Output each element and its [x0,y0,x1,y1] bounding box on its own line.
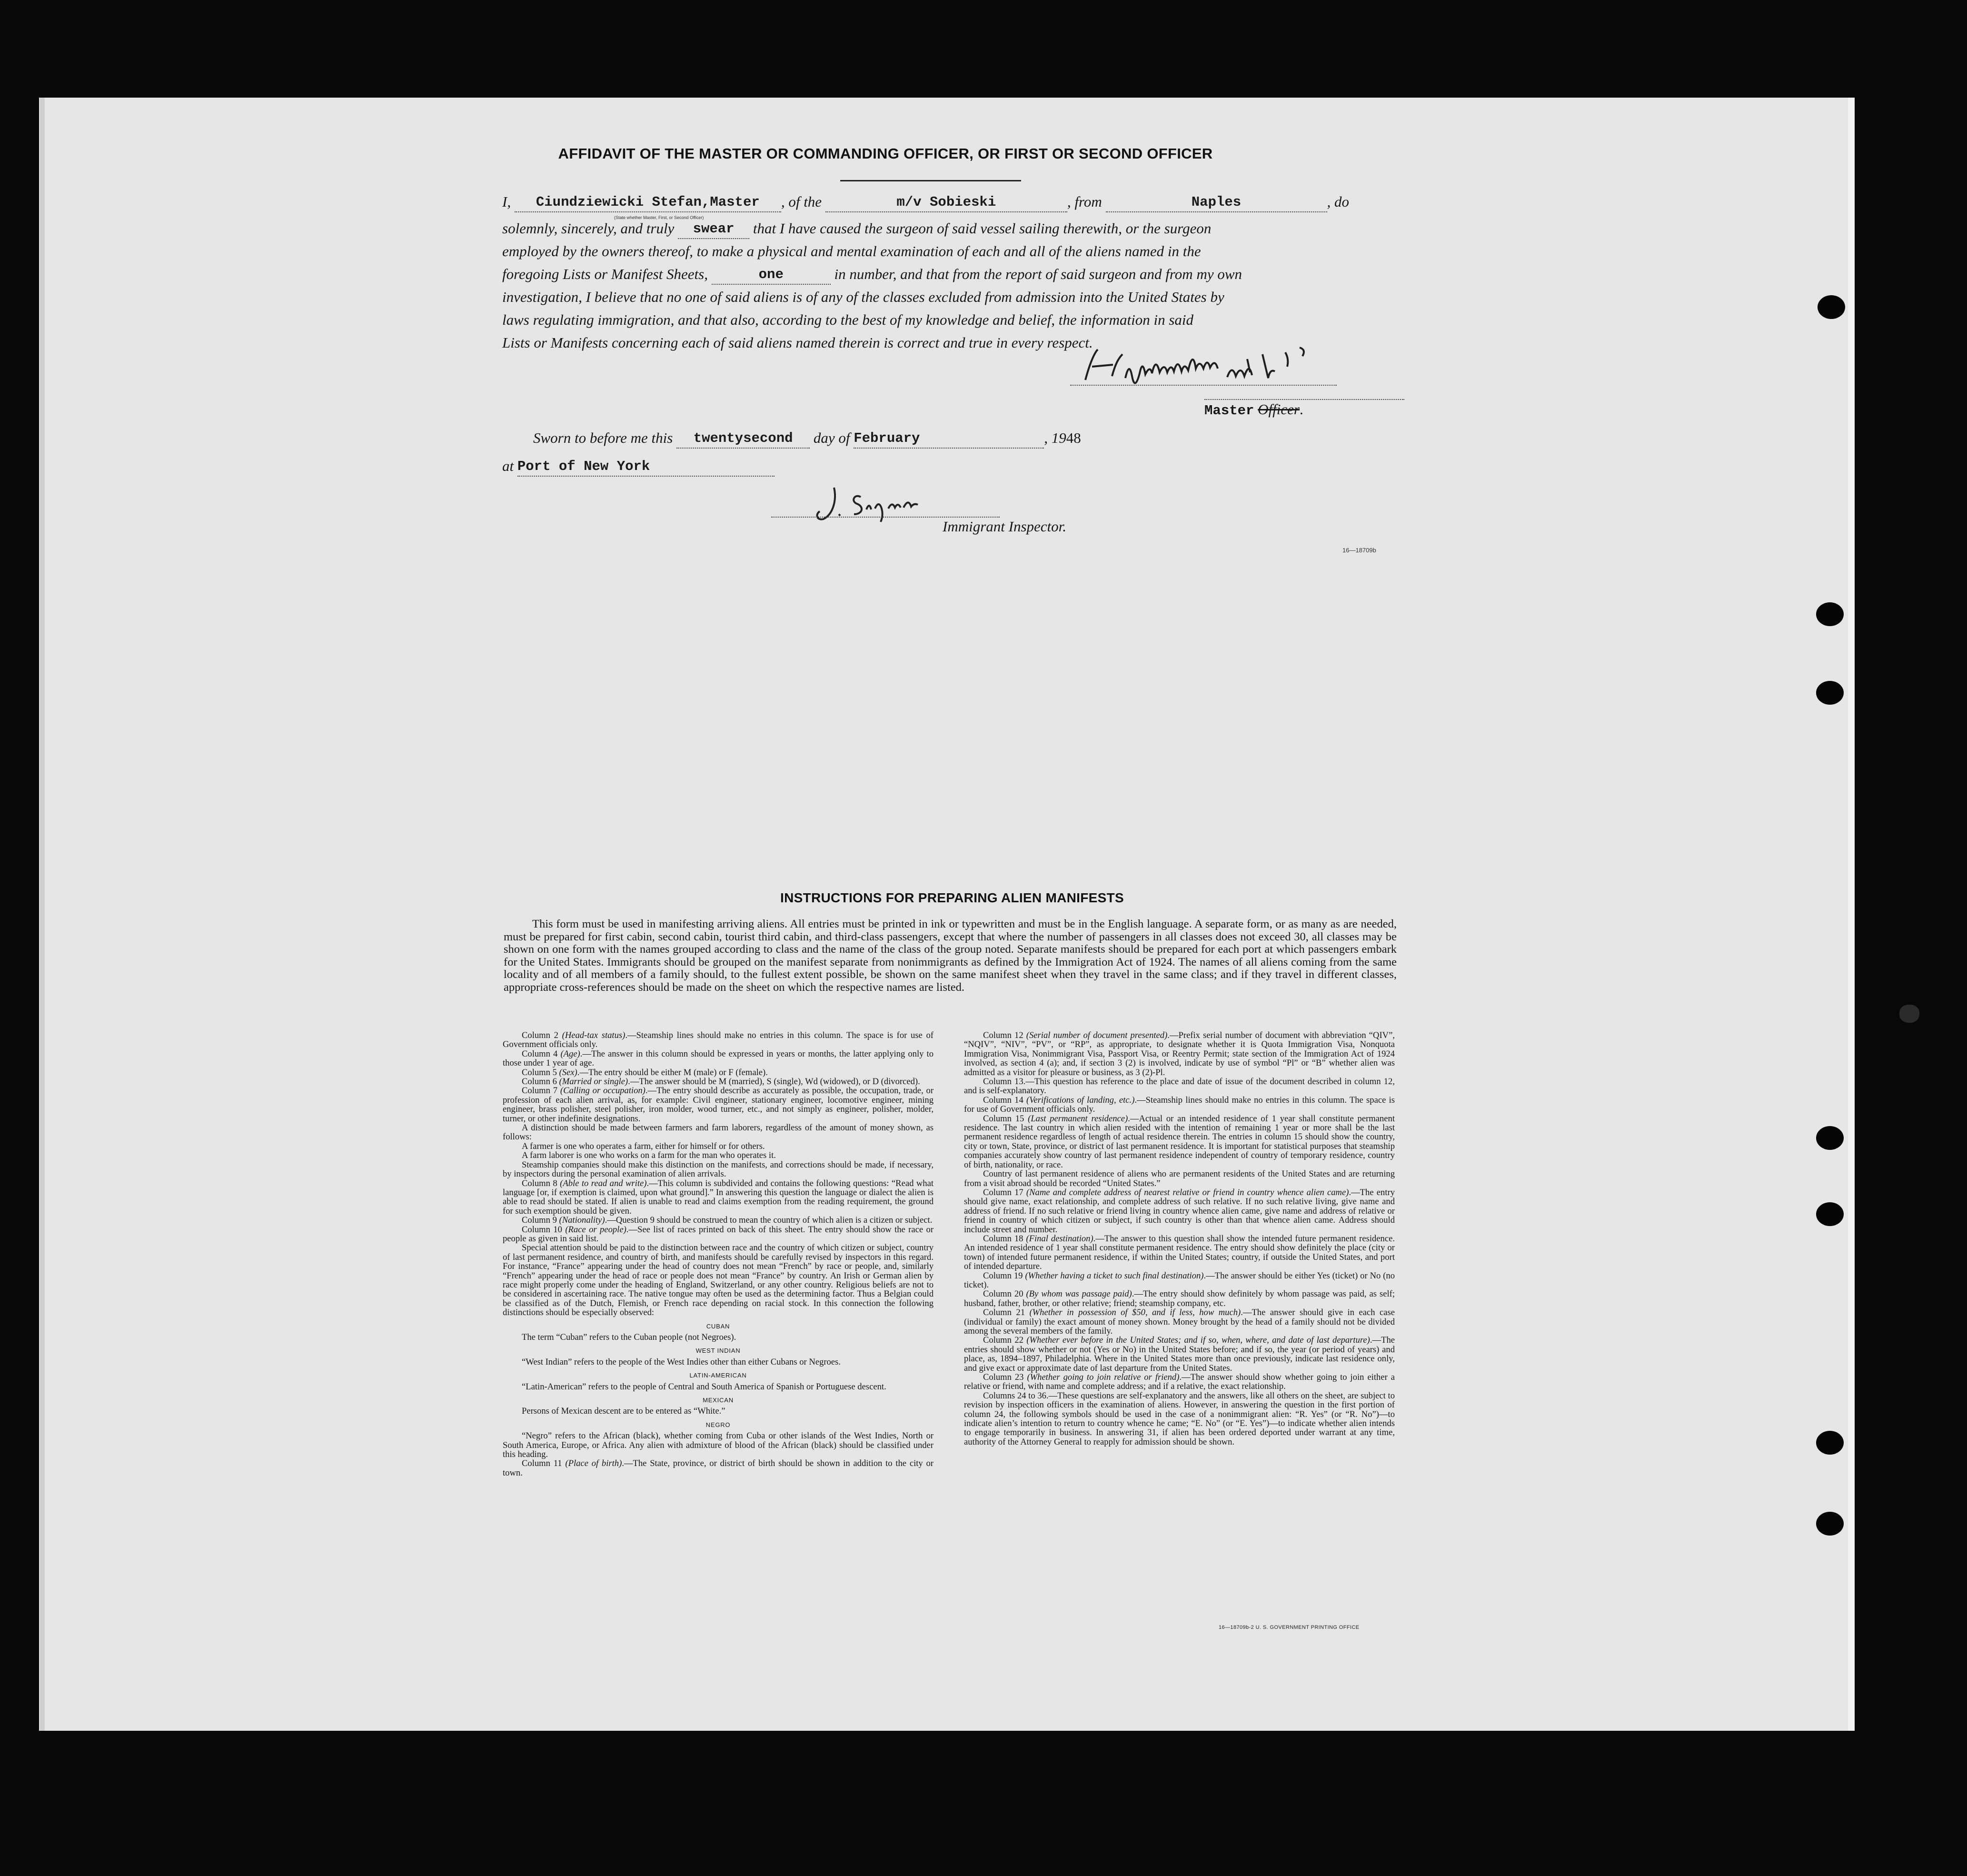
instructions-intro: This form must be used in manifesting arriving aliens. All entries must be printed in ink or typewritten and must be in the English language. A separate form, or as many as are needed, must be prepared for first cabin, second cabin, tourist third cabin, and third-class passengers, except that where the number of passengers in all classes does not exceed 30, all classes may be shown on one form with the names grouped according to class and the name of the class of the group noted. Separate manifests should be prepared for each port at which passengers embark for the United States. Immigrants should be grouped on the manifest separate from nonimmigrants as defined by the Immigration Act of 1924. The names of all aliens coming from the same locality and of all members of a family should, to the fullest extent possible, be shown on the same manifest sheet when they travel in the same class; and if they travel in different classes, appropriate cross-references should be made on the sheet on which the respective names are listed. [504,918,1397,994]
port-from-field: Naples [1106,193,1327,212]
affidavit-text: I, [502,193,515,210]
affidavit-line-5: investigation, I believe that no one of said aliens is of any of the classes excluded from admission into the United States by [502,289,1224,305]
instruction-paragraph: Column 21 (Whether in possession of $50, and if less, how much).—The answer should give in each case (individual or family) the exact amount of money shown. Money brought by the head of a family should not be divided among the several members of the family. [964,1307,1395,1336]
ink-blot [1899,1005,1919,1023]
master-title-line [1204,399,1404,419]
instruction-paragraph: Column 22 (Whether ever before in the United States; and if so, when, where, and date of last departure).—The entries should show whether or not (Yes or No) in the United States before; and if so, the year (or period of years) and place, as, 1894–1897, Philadelphia. Where in the United States more than once previously, indicate last residence only, and give exact or approximate date of last departure from the United States. [964,1335,1395,1373]
instruction-paragraph: The term “Cuban” refers to the Cuban people (not Negroes). [522,1332,736,1342]
affidavit-line-7: Lists or Manifests concerning each of said aliens named therein is correct and true in every respect. [502,334,1093,351]
instruction-paragraph: “West Indian” refers to the people of the West Indies other than either Cubans or Negroes. [522,1357,841,1367]
affidavit-text: that I have caused the surgeon of said vessel sailing therewith, or the surgeon [749,220,1212,237]
instruction-paragraph: Column 20 (By whom was passage paid).—The entry should show definitely by whom passage was paid, as self; husband, father, brother, or other relative; friend; steamship company, etc. [964,1289,1395,1308]
sworn-month-field: February [854,429,1044,449]
affidavit-text: , of the [781,193,825,210]
binder-hole-1 [1818,295,1845,319]
instruction-paragraph: Column 4 (Age).—The answer in this column should be expressed in years or months, the latter applying only to those under 1 year of age. [503,1048,934,1068]
instruction-paragraph: Column 18 (Final destination).—The answer to this question shall show the intended future permanent residence. An intended residence of 1 year shall constitute permanent residence. The entry should show definitely the place (city or town) of intended future permanent residence, if within the United States; country, if outside the United States, and port of intended departure. [964,1233,1395,1272]
subheading-latin-american: LATIN-AMERICAN [689,1372,747,1379]
instruction-paragraph: “Latin-American” refers to the people of Central and South America of Spanish or Portuguese descent. [522,1381,886,1392]
officer-name-field: Ciundziewicki Stefan,Master [515,193,781,212]
period: . [1299,401,1303,418]
instructions-title: INSTRUCTIONS FOR PREPARING ALIEN MANIFESTS [780,890,1124,905]
sworn-text: at [502,458,517,474]
sworn-year-field: 48 [1066,429,1081,446]
page-edge-shadow [40,98,45,1731]
instruction-paragraph: Column 15 (Last permanent residence).—Actual or an intended residence of 1 year shall constitute permanent residence. The last country in which alien resided with the intention of remaining 1 year or more shall be the last permanent residence regardless of length of actual residence therein. The entries in column 15 should show the country, city or town, State, province, or district of last permanent residence. It is important for statistical purposes that steamship companies accurately show country of last permanent residence independent of country of temporary residence, country of birth, nationality, or race. [964,1113,1395,1170]
binder-hole-6 [1816,1431,1844,1455]
subheading-negro: NEGRO [705,1421,731,1428]
instruction-paragraph: Column 11 (Place of birth).—The State, province, or district of birth should be shown in addition to the city or town. [503,1458,934,1478]
instruction-paragraph: Columns 24 to 36.—These questions are self-explanatory and the answers, like all others on the sheet, are subject to revision by inspection officers in the examination of aliens. However, in answering the question in the first portion of column 24, the following symbols should be used in the case of a nonimmigrant alien: “R. Yes” (or “R. No”)—to indicate alien’s intention to return to country whence he came; “E. No” (or “E. Yes”)—to indicate whether alien intends to engage temporarily in business. In answering 31, if alien has been ordered deported under warrant at any time, authority of the Attorney General to reapply for admission should be shown. [964,1390,1395,1447]
sworn-place-line [502,456,1397,477]
inspector-caption: Immigrant Inspector. [943,518,1067,535]
oath-field: swear [678,220,749,239]
subheading-mexican: MEXICAN [703,1397,734,1404]
sworn-day-field: twentysecond [676,429,810,449]
inspector-signature-line [771,517,1000,518]
affidavit-text: solemnly, sincerely, and truly [502,220,678,237]
master-label: Master [1204,403,1254,419]
sworn-text: Sworn to before me this [533,429,677,446]
binder-hole-7 [1816,1512,1844,1536]
sworn-text: , 19 [1044,429,1066,446]
instruction-paragraph: Column 23 (Whether going to join relative or friend).—The answer should show whether going to join either a relative or friend, with name and complete address; and if a relative, the exact relationship. [964,1372,1395,1392]
binder-hole-2 [1816,602,1844,626]
sworn-text: day of [810,429,854,446]
master-signature [1076,343,1333,390]
instruction-paragraph: Column 19 (Whether having a ticket to such final destination).—The answer should be either Yes (ticket) or No (no ticket). [964,1270,1395,1290]
affidavit-line-3: employed by the owners thereof, to make a physical and mental examination of each and all of the aliens named in the [502,243,1201,259]
affidavit-line-6: laws regulating immigration, and that also, according to the best of my knowledge and belief, the information in said [502,311,1194,328]
binder-hole-5 [1816,1202,1844,1226]
instruction-paragraph: Column 2 (Head-tax status).—Steamship lines should make no entries in this column. The space is for use of Government officials only. [503,1030,934,1050]
instruction-paragraph: Column 17 (Name and complete address of nearest relative or friend in country whence alien came).—The entry should give name, exact relationship, and complete address of such relative. If no such relative living, give name and address of friend. If no such relative or friend living in country whence alien came, give name and address of relative or friend in country of which citizen or subject, if such country is other than that whence alien came. Address should include street and number. [964,1187,1395,1235]
instruction-paragraph: Column 14 (Verifications of landing, etc.).—Steamship lines should make no entries in this column. The space is for use of Government officials only. [964,1095,1395,1115]
binder-hole-3 [1816,681,1844,705]
instruction-paragraph: Column 12 (Serial number of document presented).—Prefix serial number of document with abbreviation “QIV”, “NQIV”, “NIV”, “PV”, or “RP”, as appropriate, to designate whether it is Quota Immigration Visa, Nonquota Immigration Visa, Nonimmigrant Visa, Passport Visa, or Reentry Permit; state section of the Immigration Act of 1924 involved, as section 4 (a); and, if section 3 (2) is involved, indicate by use of symbol “Pl” or “B” whether alien was admitted as a visitor for pleasure or business, as 3 (2)-Pl. [964,1030,1395,1078]
affidavit-line-1 [502,191,1397,212]
instruction-paragraph: Persons of Mexican descent are to be entered as “White.” [522,1406,725,1417]
printing-office-imprint: 16—18709b-2 U. S. GOVERNMENT PRINTING OFFICE [1219,1625,1360,1630]
binder-hole-4 [1816,1126,1844,1150]
vessel-field: m/v Sobieski [825,193,1067,212]
instruction-paragraph: A distinction should be made between farmers and farm laborers, regardless of the amount of money shown, as follows: [503,1123,934,1142]
affidavit-text: , from [1067,193,1106,210]
instruction-paragraph: Column 10 (Race or people).—See list of races printed on back of this sheet. The entry should show the race or people as given in said list. [503,1224,934,1244]
subheading-west-indian: WEST INDIAN [695,1347,741,1355]
affidavit-title: AFFIDAVIT OF THE MASTER OR COMMANDING OFFICER, OR FIRST OR SECOND OFFICER [558,145,1213,162]
instruction-paragraph: Steamship companies should make this distinction on the manifests, and corrections should be made, if necessary, by inspectors during the personal examination of alien arrivals. [503,1159,934,1179]
instruction-paragraph: “Negro” refers to the African (black), whether coming from Cuba or other islands of the West Indies, North or South America, Europe, or Africa. Any alien with admixture of blood of the African (black) should be classified under this heading. [503,1431,934,1460]
signature-line [1070,385,1337,386]
instructions-right-column [964,1031,1395,1447]
officer-rank-note: (State whether Master, First, or Second Officer) [614,215,704,220]
instruction-paragraph: Column 13.—This question has reference to the place and date of issue of the document described in column 12, and is self-explanatory. [964,1077,1395,1096]
instruction-paragraph: Column 8 (Able to read and write).—This column is subdivided and contains the following questions: “Read what language [or, if exemption is claimed, upon what ground].” In answering this question the language or dialect the alien is able to read should be stated. If alien is unable to read and claims exemption from the reading requirement, the ground for such exemption should be given. [503,1178,934,1216]
instruction-paragraph: Column 5 (Sex).—The entry should be either M (male) or F (female). [522,1067,768,1078]
form-number: 16—18709b [1342,547,1376,554]
officer-label-struck: Officer [1258,401,1300,418]
instruction-paragraph: Column 9 (Nationality).—Question 9 should be construed to mean the country of which alien is a citizen or subject. [522,1215,933,1226]
instructions-left-column [503,1031,934,1477]
instruction-paragraph: Column 6 (Married or single).—The answer should be M (married), S (single), Wd (widowed), or D (divorced). [522,1077,920,1087]
title-rule [840,180,1021,181]
instruction-paragraph: A farmer is one who operates a farm, either for himself or for others. [522,1141,765,1151]
affidavit-text: , do [1327,193,1349,210]
affidavit-text: in number, and that from the report of said surgeon and from my own [830,266,1242,282]
affidavit-text: foregoing Lists or Manifest Sheets, [502,266,712,282]
sheet-count-field: one [712,266,831,285]
subheading-cuban: CUBAN [706,1322,730,1330]
instruction-paragraph: A farm laborer is one who works on a farm for the man who operates it. [522,1150,776,1161]
instruction-paragraph: Country of last permanent residence of aliens who are permanent residents of the United States and are returning from a visit abroad should be recorded “United States.” [964,1169,1395,1188]
page-edge-highlight [1848,98,1855,1731]
instruction-paragraph: Special attention should be paid to the distinction between race and the country of which citizen or subject, country of last permanent residence, and country of birth, and manifests should be carefully revised by inspectors in this regard. For instance, “France” appearing under the head of country does not mean “French” by race or people, and, similarly “French” appearing under the head of race or people does not mean “France” by country. An Irish or German alien by race might properly come under the heading of England, Switzerland, or any other country. Religious beliefs are not to be considered in ascertaining race. The native tongue may often be used as the determining factor. Thus a Belgian could be classified as of the Dutch, Flemish, or French race depending on racial stock. In this connection the following distinctions should be especially observed: [503,1243,934,1318]
affidavit-line-2 [502,218,1397,239]
affidavit-line-4 [502,264,1397,285]
instruction-paragraph: Column 7 (Calling or occupation).—The entry should describe as accurately as possible, the occupation, trade, or profession of each alien arrival, as, for example: Civil engineer, stationary engineer, locomotive engineer, mining engineer, brass polisher, steel polisher, iron molder, wood turner, etc., and not simply as engineer, polisher, molder, turner, or other indefinite designations. [503,1086,934,1124]
sworn-place-field: Port of New York [517,458,775,477]
sworn-line [533,428,1428,449]
